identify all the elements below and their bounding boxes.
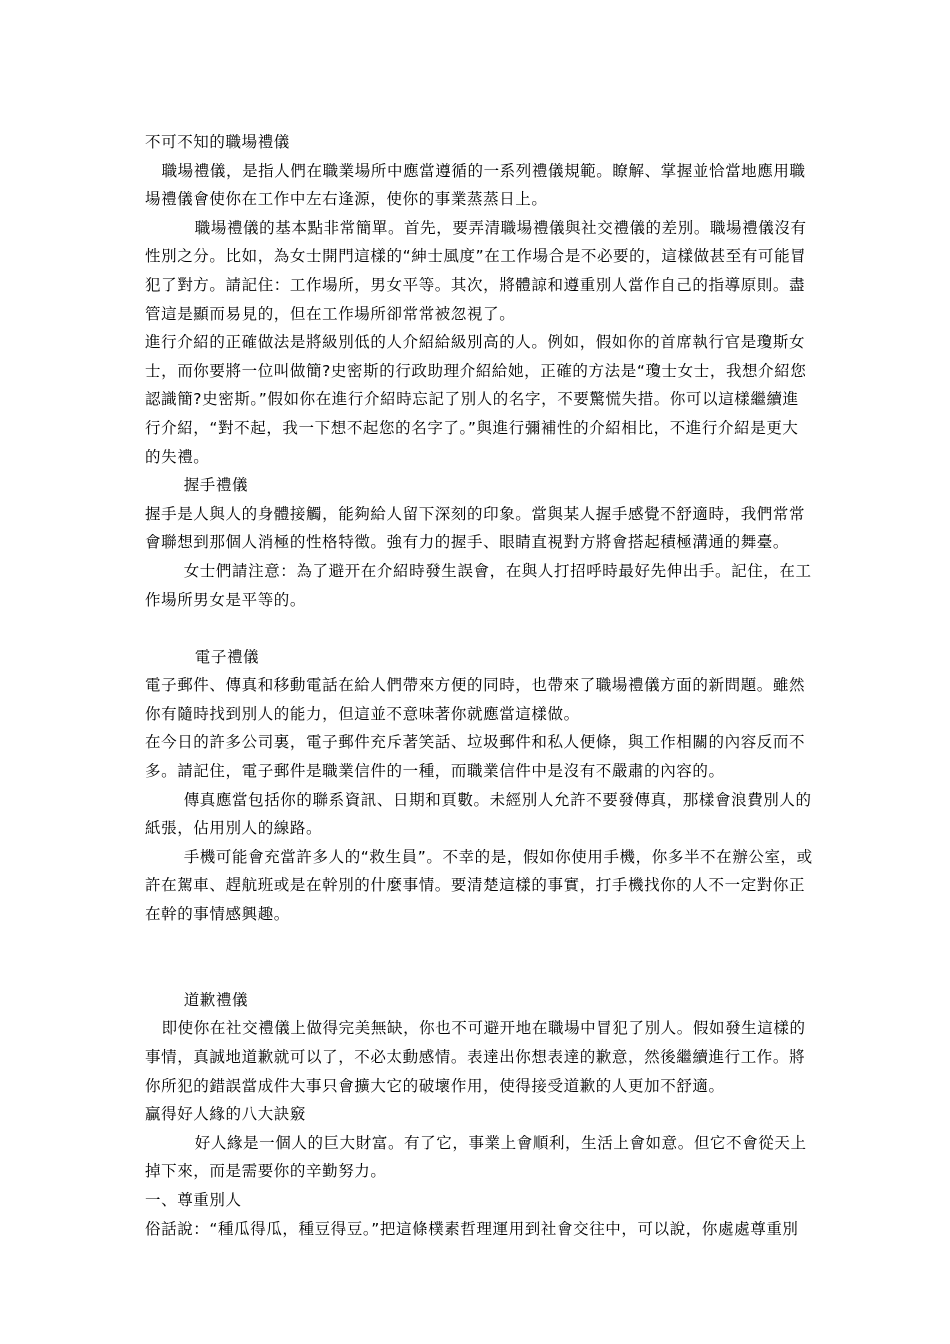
electronic-paragraph-line: 多。請記住，電子郵件是職業信件的一種，而職業信件中是沒有不嚴肅的內容的。 xyxy=(145,762,725,781)
intro-paragraph-line: 場禮儀會使你在工作中左右逢源，使你的事業蒸蒸日上。 xyxy=(145,190,548,209)
document-title: 不可不知的職場禮儀 xyxy=(145,133,290,151)
handshake-paragraph-line: 握手禮儀 xyxy=(145,476,249,495)
intro-paragraph-line: 行介紹，“對不起，我一下想不起您的名字了。”與進行彌補性的介紹相比，不進行介紹是更大 xyxy=(145,418,799,437)
popularity-paragraph-line: 贏得好人緣的八大訣竅 xyxy=(145,1105,307,1124)
electronic-paragraph-line: 在今日的許多公司裏，電子郵件充斥著笑話、垃圾郵件和私人便條，與工作相關的內容反而不 xyxy=(145,733,806,752)
electronic-paragraph-line: 傳真應當包括你的聯系資訊、日期和頁數。未經別人允許不要發傳真，那樣會浪費別人的 xyxy=(145,790,812,809)
intro-paragraph-line: 管這是顯而易見的，但在工作場所卻常常被忽視了。 xyxy=(145,304,516,323)
handshake-paragraph-line: 握手是人與人的身體接觸，能夠給人留下深刻的印象。當與某人握手感覺不舒適時，我們常常 xyxy=(145,504,806,523)
popularity-paragraph-line: 俗話說：“種瓜得瓜，種豆得豆。”把這條樸素哲理運用到社會交往中，可以說，你處處尊重別 xyxy=(145,1219,799,1238)
intro-paragraph-line: 職場禮儀的基本點非常簡單。首先，要弄清職場禮儀與社交禮儀的差別。職場禮儀沒有 xyxy=(145,218,807,237)
popularity-paragraph-line: 掉下來，而是需要你的辛勤努力。 xyxy=(145,1162,387,1181)
blank-line xyxy=(145,929,801,958)
apology-paragraph-line: 即使你在社交禮儀上做得完美無缺，你也不可避开地在職場中冒犯了別人。假如發生這樣的 xyxy=(145,1019,806,1038)
electronic-paragraph-line: 許在駕車、趕航班或是在幹別的什麼事情。要清楚這樣的事實，打手機找你的人不一定對你正 xyxy=(145,876,806,895)
apology-paragraph-line: 事情，真誠地道歉就可以了，不必太動感情。表達出你想表達的歉意，然後繼續進行工作。將 xyxy=(145,1048,806,1066)
apology-paragraph-line: 你所犯的錯誤當成件大事只會擴大它的破壞作用，使得接受道歉的人更加不舒適。 xyxy=(145,1076,725,1095)
electronic-paragraph-line: 你有隨時找到別人的能力，但這並不意味著你就應當這樣做。 xyxy=(145,704,580,723)
intro-paragraph-line: 進行介紹的正確做法是將級別低的人介紹給級別高的人。例如，假如你的首席執行官是瓊斯女 xyxy=(145,333,806,352)
electronic-paragraph-line: 電子禮儀 xyxy=(145,647,260,666)
apology-paragraph-line: 道歉禮儀 xyxy=(145,990,249,1009)
electronic-paragraph-line: 手機可能會充當許多人的“救生員”。不幸的是，假如你使用手機，你多半不在辦公室，或 xyxy=(145,847,813,866)
intro-paragraph-line: 士，而你要將一位叫做簡?史密斯的行政助理介紹給她，正確的方法是“瓊士女士，我想介紹您 xyxy=(145,361,807,380)
electronic-paragraph-line: 在幹的事情感興趣。 xyxy=(145,905,290,924)
document-body xyxy=(145,128,813,1243)
blank-line xyxy=(145,614,801,643)
intro-paragraph-line: 性別之分。比如，為女士開門這樣的“紳士風度”在工作場合是不必要的，這樣做甚至有可能冒 xyxy=(145,247,807,266)
intro-paragraph-line: 犯了對方。請記住：工作場所，男女平等。其次，將體諒和遵重別人當作自己的指導原則。盡 xyxy=(145,275,806,294)
handshake-paragraph-line: 作場所男女是平等的。 xyxy=(145,590,307,609)
intro-paragraph-line: 職場禮儀，是指人們在職業場所中應當遵循的一系列禮儀規範。瞭解、掌握並恰當地應用職 xyxy=(145,161,806,180)
electronic-paragraph-line: 電子郵件、傳真和移動電話在給人們帶來方便的同時，也帶來了職場禮儀方面的新問題。雖然 xyxy=(145,676,806,695)
electronic-paragraph-line: 紙張，佔用別人的線路。 xyxy=(145,819,323,838)
intro-paragraph-line: 的失禮。 xyxy=(145,447,210,466)
popularity-paragraph-line: 好人緣是一個人的巨大財富。有了它，事業上會順利，生活上會如意。但它不會從天上 xyxy=(145,1133,807,1152)
blank-line xyxy=(145,957,801,986)
handshake-paragraph-line: 會聯想到那個人消極的性格特徵。強有力的握手、眼睛直視對方將會搭起積極溝通的舞臺。 xyxy=(145,533,790,552)
handshake-paragraph-line: 女士們請注意：為了避开在介紹時發生誤會，在與人打招呼時最好先伸出手。記住，在工 xyxy=(145,561,812,580)
popularity-paragraph-line: 一、尊重別人 xyxy=(145,1190,242,1209)
intro-paragraph-line: 認識簡?史密斯。”假如你在進行介紹時忘記了別人的名字，不要驚慌失措。你可以這樣繼續進 xyxy=(145,390,799,409)
